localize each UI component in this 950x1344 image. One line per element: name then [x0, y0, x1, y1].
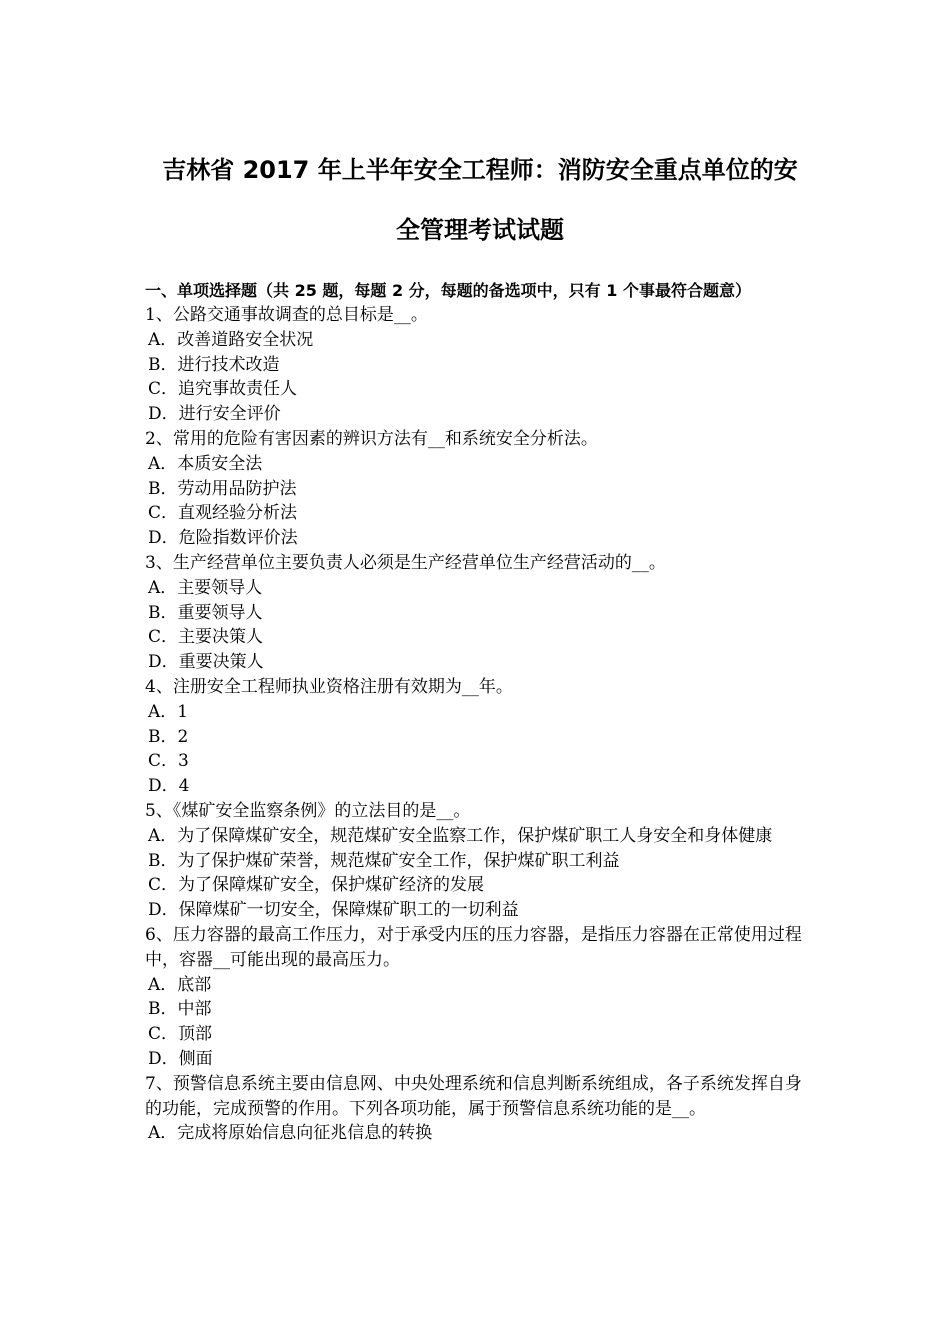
question-item [145, 303, 815, 427]
option-letter: A． [148, 825, 178, 846]
question-stem: 2、常用的危险有害因素的辨识方法有__和系统安全分析法。 [145, 428, 598, 449]
question-stem: 5、《煤矿安全监察条例》的立法目的是__。 [145, 800, 471, 821]
question-item [145, 551, 815, 675]
answer-option [145, 477, 815, 502]
option-text: 改善道路安全状况 [177, 329, 314, 350]
answer-option [145, 873, 815, 898]
option-letter: C． [148, 751, 179, 772]
option-letter: A． [148, 701, 178, 722]
section-heading: 一、单项选择题（共 25 题，每题 2 分，每题的备选项中，只有 1 个事最符合题意） [145, 281, 751, 300]
document-page [145, 140, 815, 1146]
option-text: 完成将原始信息向征兆信息的转换 [177, 1123, 433, 1144]
option-text: 为了保障煤矿安全，规范煤矿安全监察工作，保护煤矿职工人身安全和身体健康 [177, 825, 773, 846]
answer-option [145, 725, 815, 750]
answer-option [145, 377, 815, 402]
option-letter: B． [148, 850, 178, 871]
option-letter: C． [148, 875, 179, 896]
option-letter: D． [148, 528, 179, 549]
answer-option [145, 1047, 815, 1072]
option-text: 为了保障煤矿安全，保护煤矿经济的发展 [178, 875, 485, 896]
answer-option [145, 452, 815, 477]
answer-option [145, 849, 815, 874]
answer-option [145, 353, 815, 378]
question-stem: 6、压力容器的最高工作压力，对于承受内压的压力容器，是指压力容器在正常使用过程中，容器__可能出现的最高压力。 [145, 924, 802, 970]
document-title [145, 140, 815, 260]
option-text: 重要决策人 [178, 652, 264, 673]
option-letter: C． [148, 1024, 179, 1045]
answer-option [145, 328, 815, 353]
answer-option [145, 700, 815, 725]
option-text: 为了保护煤矿荣誉，规范煤矿安全工作，保护煤矿职工利益 [177, 850, 620, 871]
question-stem: 7、预警信息系统主要由信息网、中央处理系统和信息判断系统组成，各子系统发挥自身的功能，完成预警的作用。下列各项功能，属于预警信息系统功能的是__。 [145, 1073, 802, 1119]
answer-option [145, 973, 815, 998]
option-letter: D． [148, 776, 179, 797]
option-text: 中部 [177, 999, 212, 1020]
option-letter: B． [148, 478, 178, 499]
question-item [145, 923, 815, 1072]
option-letter: D． [148, 1048, 179, 1069]
answer-option [145, 898, 815, 923]
question-item [145, 1072, 815, 1146]
option-text: 劳动用品防护法 [177, 478, 297, 499]
option-letter: B． [148, 726, 178, 747]
option-text: 主要领导人 [177, 577, 263, 598]
question-stem: 4、注册安全工程师执业资格注册有效期为__年。 [145, 676, 513, 697]
option-text: 4 [178, 776, 190, 797]
option-text: 危险指数评价法 [178, 528, 298, 549]
answer-option [145, 402, 815, 427]
option-text: 1 [177, 701, 189, 722]
option-text: 保障煤矿一切安全，保障煤矿职工的一切利益 [178, 900, 519, 921]
answer-option [145, 526, 815, 551]
option-letter: C． [148, 627, 179, 648]
option-text: 3 [178, 751, 189, 772]
option-letter: B． [148, 999, 178, 1020]
answer-option [145, 1022, 815, 1047]
option-text: 进行安全评价 [178, 404, 281, 425]
option-text: 底部 [177, 974, 212, 995]
answer-option [145, 625, 815, 650]
answer-option [145, 576, 815, 601]
option-letter: A． [148, 974, 178, 995]
option-letter: A． [148, 577, 178, 598]
answer-option [145, 650, 815, 675]
answer-option [145, 824, 815, 849]
option-letter: D． [148, 652, 179, 673]
option-letter: C． [148, 379, 179, 400]
option-letter: D． [148, 404, 179, 425]
answer-option [145, 1121, 815, 1146]
option-letter: A． [148, 329, 178, 350]
answer-option [145, 749, 815, 774]
option-text: 进行技术改造 [177, 354, 280, 375]
option-letter: A． [148, 1123, 178, 1144]
option-text: 直观经验分析法 [178, 503, 298, 524]
answer-option [145, 601, 815, 626]
answer-option [145, 997, 815, 1022]
question-item [145, 427, 815, 551]
answer-option [145, 774, 815, 799]
option-text: 侧面 [178, 1048, 213, 1069]
option-text: 本质安全法 [177, 453, 263, 474]
question-item [145, 799, 815, 923]
question-stem: 3、生产经营单位主要负责人必须是生产经营单位生产经营活动的__。 [145, 552, 666, 573]
option-letter: B． [148, 602, 178, 623]
option-letter: C． [148, 503, 179, 524]
option-text: 重要领导人 [177, 602, 263, 623]
title-line-2: 全管理考试试题 [396, 216, 564, 244]
option-text: 顶部 [178, 1024, 213, 1045]
option-letter: A． [148, 453, 178, 474]
option-letter: B． [148, 354, 178, 375]
option-text: 2 [177, 726, 189, 747]
option-text: 追究事故责任人 [178, 379, 298, 400]
title-line-1: 吉林省 2017 年上半年安全工程师：消防安全重点单位的安 [162, 156, 798, 184]
question-item [145, 675, 815, 799]
option-text: 主要决策人 [178, 627, 264, 648]
question-list [145, 303, 815, 1146]
question-stem: 1、公路交通事故调查的总目标是__。 [145, 305, 428, 325]
answer-option [145, 501, 815, 526]
option-letter: D． [148, 900, 179, 921]
